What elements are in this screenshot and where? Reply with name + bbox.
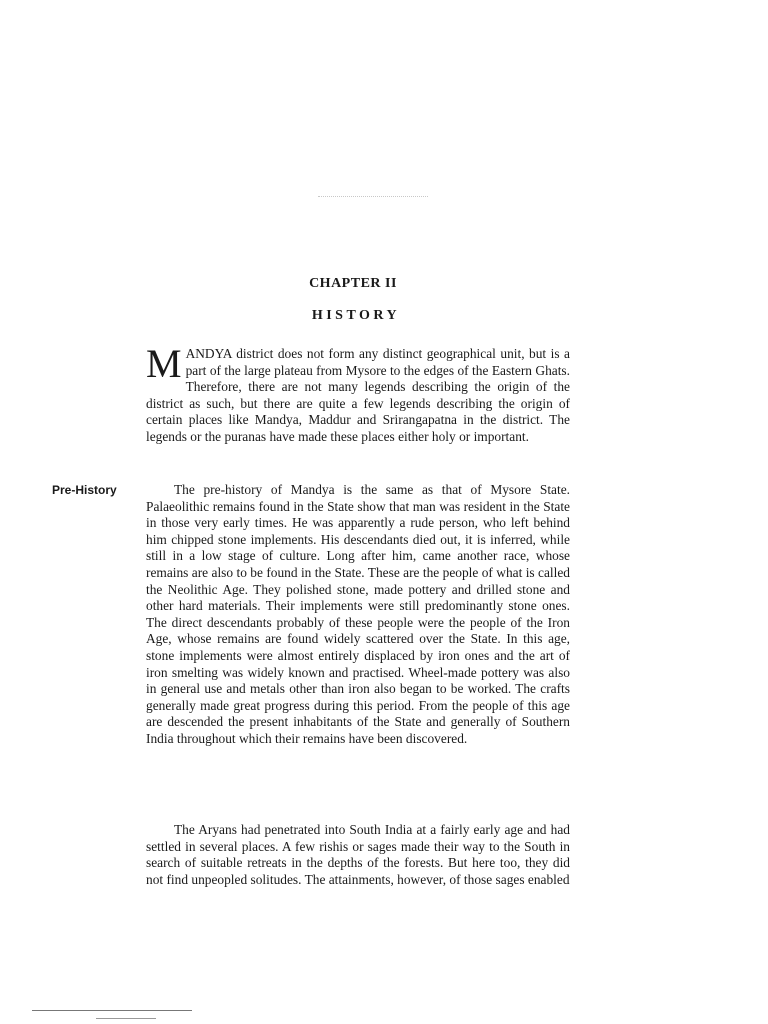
scan-line bbox=[96, 1018, 156, 1019]
chapter-title: HISTORY bbox=[311, 308, 401, 323]
intro-text: ANDYA district does not form any distinct geographical unit, but is a part of the large plateau from Mysore to the edges of the Eastern Ghats. Therefore, there are not many legends describing the origin of the district as such, but there are quite a few legends describing the origin of certain places like Mandya, Maddur and Srirangapatna in the district. The legends or the puranas have made these places either holy or important. bbox=[146, 346, 570, 444]
aryans-paragraph: The Aryans had penetrated into South India at a fairly early age and had settled in several places. A few rishis or sages made their way to the South in search of suitable retreats in the depths of the forests. But here too, they did not find unpeopled solitudes. The attainments, however, of those sages enabled bbox=[146, 822, 570, 887]
pre-history-paragraph: The pre-history of Mandya is the same as that of Mysore State. Palaeolithic remains found in the State show that man was resident in the State in those very early times. He was apparently a rude person, who left behind him chipped stone implements. His descendants died out, it is inferred, while still in a low stage of culture. Long after him, came another race, whose remains are also to be found in the State. These are the people of what is called the Neolithic Age. They polished stone, made pottery and drilled stone and other hard materials. Their implements were still predominantly stone ones. The direct descendants probably of these people were the people of the Iron Age, whose remains are found widely scattered over the State. In this age, stone implements were almost entirely displaced by iron ones and the art of iron smelting was widely known and practised. Wheel-made pottery was also in general use and metals other than iron also began to be worked. The crafts generally made great progress during this period. From the people of this age are descended the present inhabitants of the State and generally of Southern India throughout which their remains have been discovered. bbox=[146, 482, 570, 746]
chapter-heading: CHAPTER II bbox=[309, 276, 397, 291]
drop-cap: M bbox=[146, 341, 182, 386]
scan-line bbox=[32, 1010, 192, 1011]
side-heading-pre-history: Pre-History bbox=[52, 483, 117, 497]
intro-paragraph bbox=[146, 341, 570, 446]
scan-speck bbox=[318, 196, 428, 198]
